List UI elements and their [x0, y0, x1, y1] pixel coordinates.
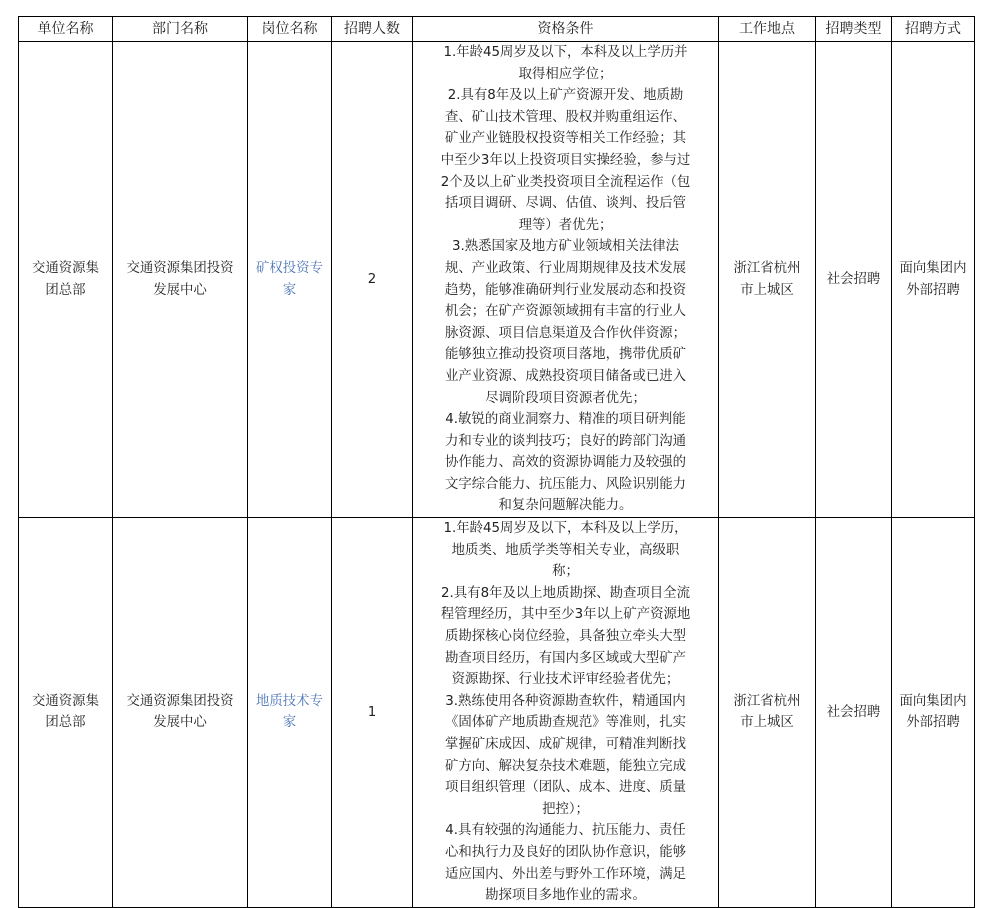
table-row — [19, 42, 975, 518]
unit-cell: 交通资源集 团总部 — [19, 42, 113, 518]
requirements-cell: 1.年龄45周岁及以下，本科及以上学历， 地质类、地质学类等相关专业，高级职 称； 2.具有8年及以上地质勘探、勘查项目全流 程管理经历，其中至少3年以上矿产资源地 质勘探核心岗位经验，具备独立牵头大型 勘查项目经历，有国内多区域或大型矿产 资源勘探、行业技术评审经验者优先； 3.熟练使用各种资源勘查软件，精通国内 《固体矿产地质勘查规范》等准则，扎实 掌握矿床成因、成矿规律，可精准判断找 矿方向、解决复杂技术难题，能独立完成 项目组织管理（团队、成本、进度、质量 把控）； 4.具有较强的沟通能力、抗压能力、责任 心和执行力及良好的团队协作意识，能够 适应国内、外出差与野外工作环境，满足 勘探项目多地作业的需求。 — [413, 518, 719, 908]
type-cell: 社会招聘 — [816, 42, 892, 518]
position-cell: 地质技术专 家 — [248, 518, 332, 908]
header-method: 招聘方式 — [892, 17, 975, 42]
header-location: 工作地点 — [719, 17, 816, 42]
recruitment-table — [18, 16, 975, 908]
header-count: 招聘人数 — [332, 17, 413, 42]
method-cell: 面向集团内 外部招聘 — [892, 42, 975, 518]
location-cell: 浙江省杭州 市上城区 — [719, 518, 816, 908]
count-cell: 1 — [332, 518, 413, 908]
header-type: 招聘类型 — [816, 17, 892, 42]
dept-cell: 交通资源集团投资 发展中心 — [113, 518, 248, 908]
table-row — [19, 518, 975, 908]
method-cell: 面向集团内 外部招聘 — [892, 518, 975, 908]
requirements-cell: 1.年龄45周岁及以下，本科及以上学历并 取得相应学位； 2.具有8年及以上矿产资源开发、地质勘 查、矿山技术管理、股权并购重组运作、 矿业产业链股权投资等相关工作经验；其 中至少3年以上投资项目实操经验，参与过 2个及以上矿业类投资项目全流程运作（包 括项目调研、尽调、估值、谈判、投后管 理等）者优先； 3.熟悉国家及地方矿业领域相关法律法 规、产业政策、行业周期规律及技术发展 趋势，能够准确研判行业发展动态和投资 机会；在矿产资源领域拥有丰富的行业人 脉资源、项目信息渠道及合作伙伴资源； 能够独立推动投资项目落地，携带优质矿 业产业资源、成熟投资项目储备或已进入 尽调阶段项目资源者优先； 4.敏锐的商业洞察力、精准的项目研判能 力和专业的谈判技巧；良好的跨部门沟通 协作能力、高效的资源协调能力及较强的 文字综合能力、抗压能力、风险识别能力 和复杂问题解决能力。 — [413, 42, 719, 518]
header-requirements: 资格条件 — [413, 17, 719, 42]
unit-cell: 交通资源集 团总部 — [19, 518, 113, 908]
header-dept: 部门名称 — [113, 17, 248, 42]
header-unit: 单位名称 — [19, 17, 113, 42]
dept-cell: 交通资源集团投资 发展中心 — [113, 42, 248, 518]
header-row — [19, 17, 975, 42]
location-cell: 浙江省杭州 市上城区 — [719, 42, 816, 518]
position-cell: 矿权投资专 家 — [248, 42, 332, 518]
count-cell: 2 — [332, 42, 413, 518]
header-position: 岗位名称 — [248, 17, 332, 42]
type-cell: 社会招聘 — [816, 518, 892, 908]
